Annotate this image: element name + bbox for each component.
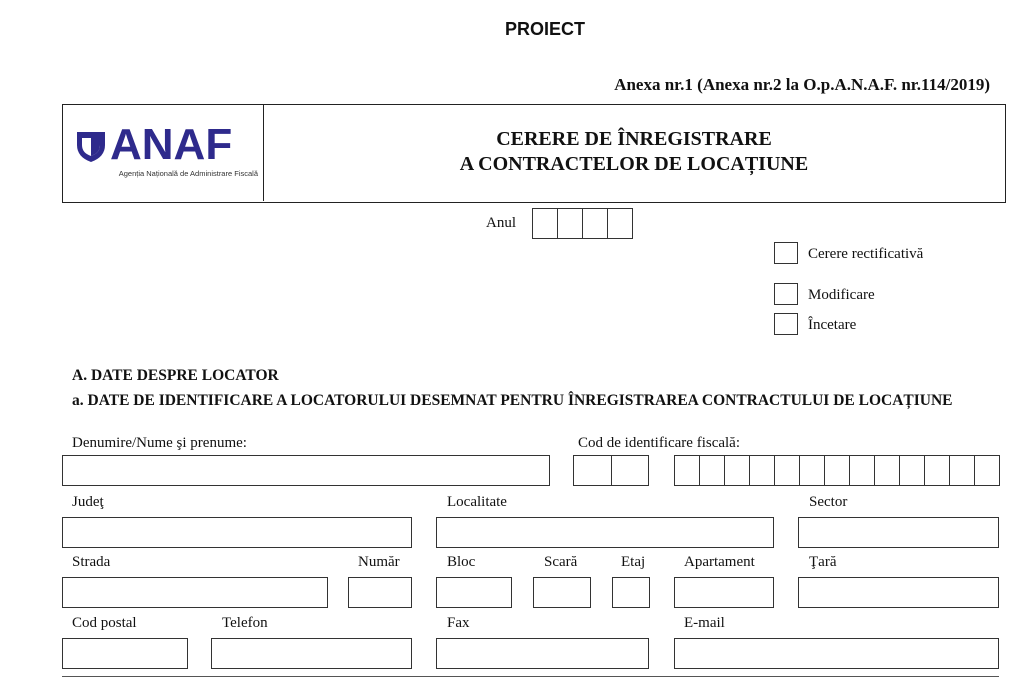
incetare-checkbox[interactable] [774,313,798,335]
telefon-field[interactable] [211,638,412,669]
numar-field[interactable] [348,577,412,608]
strada-label: Strada [72,554,111,570]
bloc-label: Bloc [447,554,476,570]
tara-label: Ţară [809,554,837,570]
year-input[interactable] [532,208,632,239]
strada-field[interactable] [62,577,328,608]
year-digit[interactable] [557,208,583,239]
incetare-label: Încetare [808,317,857,333]
cif-digit[interactable] [924,455,950,486]
cif-digit[interactable] [949,455,975,486]
year-digit[interactable] [582,208,608,239]
numar-label: Număr [358,554,400,570]
bloc-field[interactable] [436,577,512,608]
cif-prefix-input[interactable] [573,455,649,486]
cif-digit[interactable] [974,455,1000,486]
sector-label: Sector [809,494,848,510]
anaf-wordmark: ANAF [110,120,233,169]
localitate-label: Localitate [447,494,507,510]
fax-field[interactable] [436,638,649,669]
judet-label: Judeţ [72,494,104,510]
cif-digit[interactable] [849,455,875,486]
project-label: PROIECT [504,19,585,39]
rectificativa-label: Cerere rectificativă [808,246,924,262]
year-label: Anul [486,215,516,231]
anaf-subtitle: Agenția Națională de Administrare Fiscală [118,169,258,178]
judet-field[interactable] [62,517,412,548]
title-line-2: A CONTRACTELOR DE LOCAȚIUNE [459,153,809,175]
cif-digit[interactable] [699,455,725,486]
cif-label: Cod de identificare fiscală: [578,435,741,451]
apartament-field[interactable] [674,577,774,608]
cif-prefix-digit[interactable] [573,455,612,486]
scara-field[interactable] [533,577,591,608]
cif-digit[interactable] [824,455,850,486]
telefon-label: Telefon [222,615,268,631]
cif-digit[interactable] [874,455,900,486]
cif-digit[interactable] [799,455,825,486]
modificare-checkbox[interactable] [774,283,798,305]
email-label: E-mail [684,615,725,631]
fax-label: Fax [447,615,470,631]
sector-field[interactable] [798,517,999,548]
annex-reference: Anexa nr.1 (Anexa nr.2 la O.p.A.N.A.F. nr.114/2019) [614,75,990,94]
modificare-label: Modificare [808,287,875,303]
document-title [264,127,1004,177]
apartament-label: Apartament [684,554,755,570]
section-divider [62,676,999,677]
shield-icon [76,130,106,163]
denumire-field[interactable] [62,455,550,486]
section-a-title: A. DATE DESPRE LOCATOR [72,367,279,384]
year-digit[interactable] [607,208,633,239]
cif-prefix-digit[interactable] [611,455,649,486]
year-digit[interactable] [532,208,558,239]
tara-field[interactable] [798,577,999,608]
denumire-label: Denumire/Nume şi prenume: [72,435,247,451]
localitate-field[interactable] [436,517,774,548]
scara-label: Scară [544,554,578,570]
cod-postal-field[interactable] [62,638,188,669]
cif-digit[interactable] [774,455,800,486]
rectificativa-checkbox[interactable] [774,242,798,264]
cif-digits-input[interactable] [674,455,999,486]
title-line-1: CERERE DE ÎNREGISTRARE [496,128,772,150]
cif-digit[interactable] [724,455,750,486]
section-a-subtitle: a. DATE DE IDENTIFICARE A LOCATORULUI DESEMNAT PENTRU ÎNREGISTRAREA CONTRACTULUI DE LOCAȚIUNE [72,392,953,409]
etaj-field[interactable] [612,577,650,608]
email-field[interactable] [674,638,999,669]
anaf-logo [62,104,264,201]
cod-postal-label: Cod postal [72,615,137,631]
cif-digit[interactable] [749,455,775,486]
etaj-label: Etaj [621,554,646,570]
cif-digit[interactable] [899,455,925,486]
cif-digit[interactable] [674,455,700,486]
